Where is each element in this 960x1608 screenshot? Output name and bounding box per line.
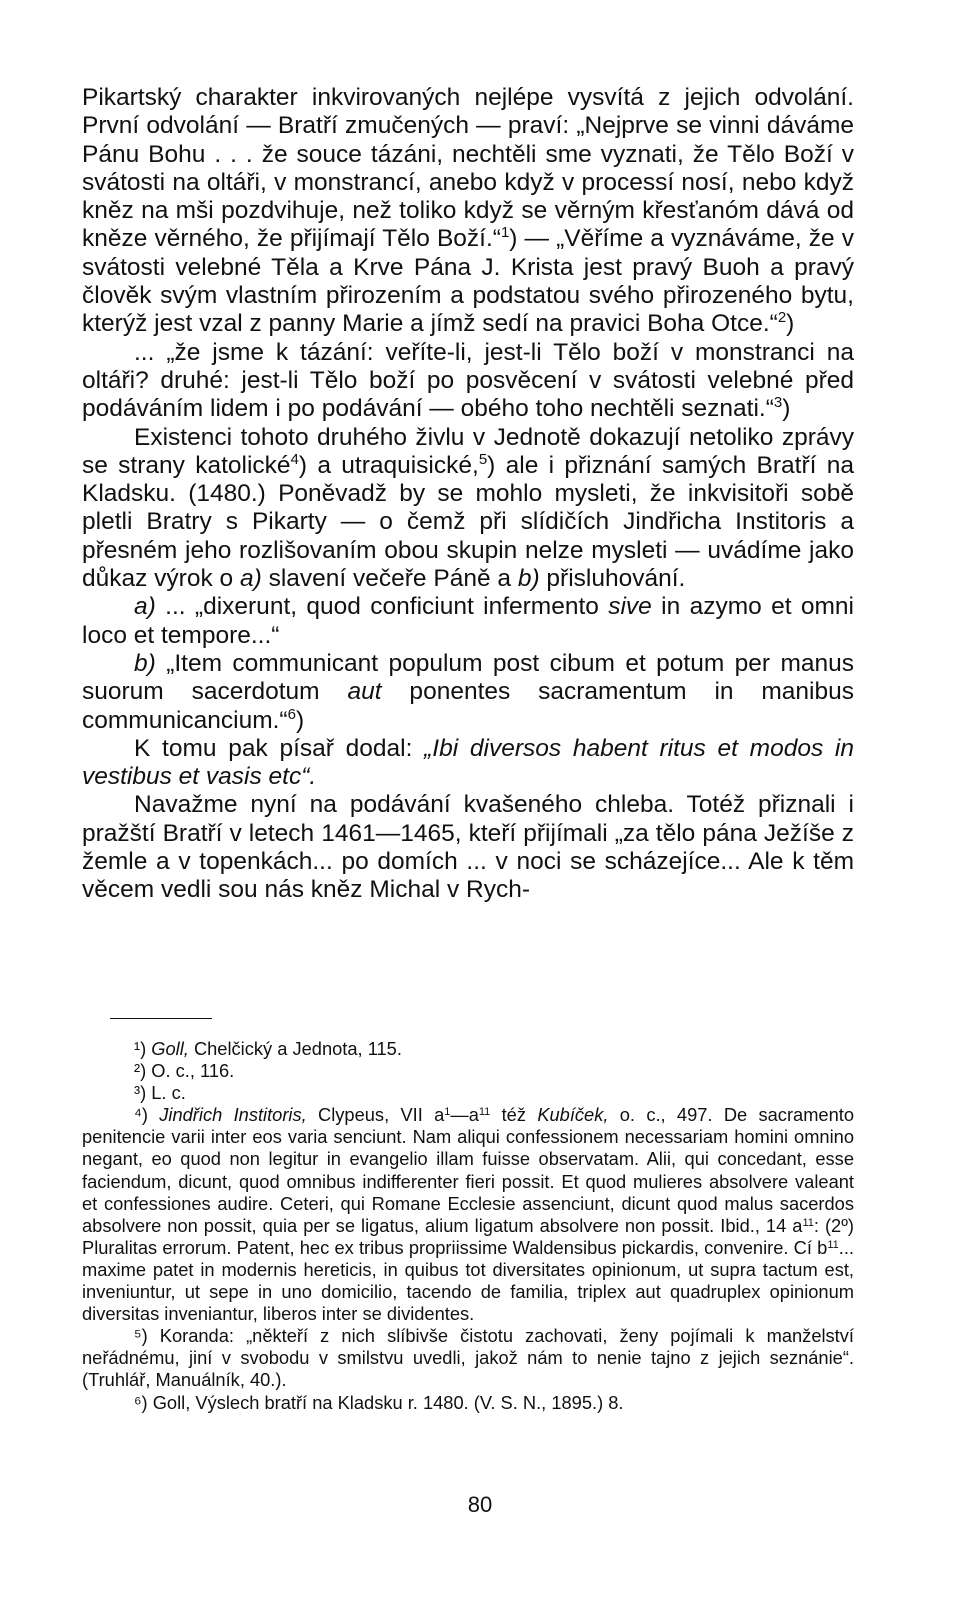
paragraph [82, 791, 854, 904]
footnote-ref: 1 [444, 1106, 451, 1119]
text-run: ³) L. c. [134, 1082, 186, 1104]
text-run: ⁶) Goll, Výslech bratří na Kladsku r. 1480. (V. S. N., 1895.) 8. [134, 1391, 624, 1413]
text-run: ... „že jsme k tázání: veříte-li, jest-li Tělo boží v monstranci na oltáři? druhé: jest-li Tělo boží po posvěcení v svátosti velebné před podáváním lidem i po podávání — obého toho nechtěli seznati.“ [82, 338, 854, 423]
text-run: in azymo et omni loco et tempore...“ [82, 593, 854, 649]
text-run: „Item communicant populum post cibum et potum per manus suorum sacerdotum [82, 649, 854, 706]
footnote [82, 1104, 854, 1325]
footnote [82, 1038, 854, 1060]
paragraph [82, 650, 854, 735]
footnote [82, 1325, 854, 1391]
text-run: Existenci tohoto druhého živlu v Jednotě dokazují netoliko zprávy se strany katolické [82, 423, 854, 479]
text-run: ) [295, 706, 305, 734]
text-run: ¹) [134, 1038, 152, 1059]
footnote-ref: 11 [802, 1216, 814, 1229]
text-run: ... maxime patet in modernis hereticis, in quibus tot diversitates opinionum, ut supra tactum est, inveniuntur, ut sepe in uno domicilio, tacendo de familia, triplex aut quadruplex opinionum diversitas inveniantur, liberos inter se dividentes. [82, 1236, 854, 1325]
footnote [82, 1082, 854, 1104]
footnote-ref: 3 [773, 394, 783, 412]
footnote-ref: 11 [478, 1106, 491, 1119]
page-number: 80 [467, 1492, 493, 1517]
paragraph [82, 593, 854, 650]
italic-run: b) [517, 565, 540, 593]
text-run: Pikartský charakter inkvirovaných nejlépe vysvítá z jejich odvolání. První odvolání — Bratří zmučených — praví: „Nejprve se vinni dáváme Pánu Bohu . . . že souce tázáni, nechtěli sme vyznati, že Tělo Boží v svátosti na oltáři, v monstrancí, anebo když v processí nosí, nebo když kněz na mši pozdvihuje, než toliko když se věrným křesťanóm dává od kněze věrného, že přijímají Tělo Boží.“ [82, 84, 854, 253]
text-run: ⁵) Koranda: „někteří z nich slíbivše čistotu zachovati, ženy pojímali k manželství neřádnému, jiní v svobodu v smilstvu uvedli, jakož nám to nenie tajno z jejich seznánie“. (Truhlář, Manuálník, 40.). [82, 1325, 854, 1391]
italic-run: „Ibi diversos habent ritus et modos in vestibus et vasis etc“. [82, 734, 854, 791]
paragraph [82, 84, 854, 339]
text-run: přisluhování. [539, 565, 686, 593]
text-run: : (2º) Pluralitas errorum. Patent, hec ex tribus propriissime Waldensibus pickardis, convenire. Cí b [82, 1214, 854, 1258]
text-run: ) [782, 395, 791, 423]
text-run: ) a utraquisické, [298, 451, 479, 479]
footnote-ref: 2 [777, 309, 787, 327]
paragraph [82, 339, 854, 424]
footnotes [82, 1038, 854, 1414]
text-run: ... „dixerunt, quod conficiunt infermento [155, 593, 609, 621]
italic-run: Kubíček, [537, 1104, 609, 1126]
text-run: —a [450, 1104, 479, 1126]
text-run: o. c., 497. De sacramento penitencie varii inter eos varia senciunt. Nam aliqui confessionem necessariam homini omnino negant, eo quod non legitur in evangelio illam fuisse observatam. Alii, qui concedant, esse faciendum, dicunt, quod omnibus indifferenter fieri possit. Et quod mulieres absolvere valeant et confessiones audire. Ceteri, qui Romane Ecclesie assenciunt, dicunt quod malus sacerdos absolvere non possit, quia per se ligatus, alium ligatum absolvere non possit. Ibid., 14 a [82, 1104, 855, 1236]
text-run: Clypeus, VII a [306, 1104, 445, 1126]
text-run: slavení večeře Páně a [261, 565, 518, 593]
footnote-ref: 6 [287, 705, 296, 723]
text-run: též [490, 1104, 538, 1126]
italic-run: Goll, [151, 1038, 189, 1059]
italic-run: Jindřich Institoris, [159, 1104, 307, 1126]
text-run: ) — „Věříme a vyznáváme, že v svátosti velebné Těla a Krve Pána J. Krista jest pravý Buoh a pravý člověk svým vlastním přirozením a podstatou svého přirozeného bytu, kterýž jest vzal z panny Marie a jímž sedí na pravici Boha Otce.“ [82, 225, 854, 338]
paragraph [82, 424, 854, 594]
main-text [82, 84, 854, 905]
footnote-ref: 4 [290, 450, 299, 468]
text-run: Chelčický a Jednota, 115. [188, 1038, 402, 1059]
italic-run: b) [134, 649, 156, 677]
footnote-ref: 11 [827, 1238, 839, 1251]
text-run: K tomu pak písař dodal: [134, 734, 425, 762]
footnote-ref: 1 [500, 224, 510, 242]
text-run: ²) O. c., 116. [134, 1060, 235, 1082]
italic-run: sive [608, 593, 652, 621]
text-run: ) ale i přiznání samých Bratří na Kladsku. (1480.) Poněvadž by se mohlo mysleti, že inkvisitoři sobě pletli Bratry s Pikarty — o čemž při slídičích Jindřicha Institoris a přesném jeho rozlišovaním obou skupin nelze mysleti — uvádíme jako důkaz výrok o [82, 451, 855, 593]
paragraph [82, 735, 854, 792]
italic-run: aut [347, 678, 382, 706]
italic-run: a) [134, 593, 156, 621]
italic-run: a) [239, 565, 262, 593]
text-run: ) [786, 310, 795, 338]
text-run: ⁴) [134, 1104, 160, 1126]
text-run: Navažme nyní na podávání kvašeného chleba. Totéž přiznali i pražští Bratří v letech 1461—1465, kteří přijímali „za tělo pána Ježíše z žemle a v topenkách... po domích ... v noci se scházejíce... Ale k těm věcem vedli sou nás kněz Michal v Rych- [82, 791, 854, 904]
footnote [82, 1060, 854, 1082]
footnote-ref: 5 [478, 450, 488, 468]
footnote-separator [110, 1018, 212, 1019]
footnote [82, 1392, 854, 1414]
text-run: ponentes sacramentum in manibus communicancium.“ [82, 678, 855, 734]
